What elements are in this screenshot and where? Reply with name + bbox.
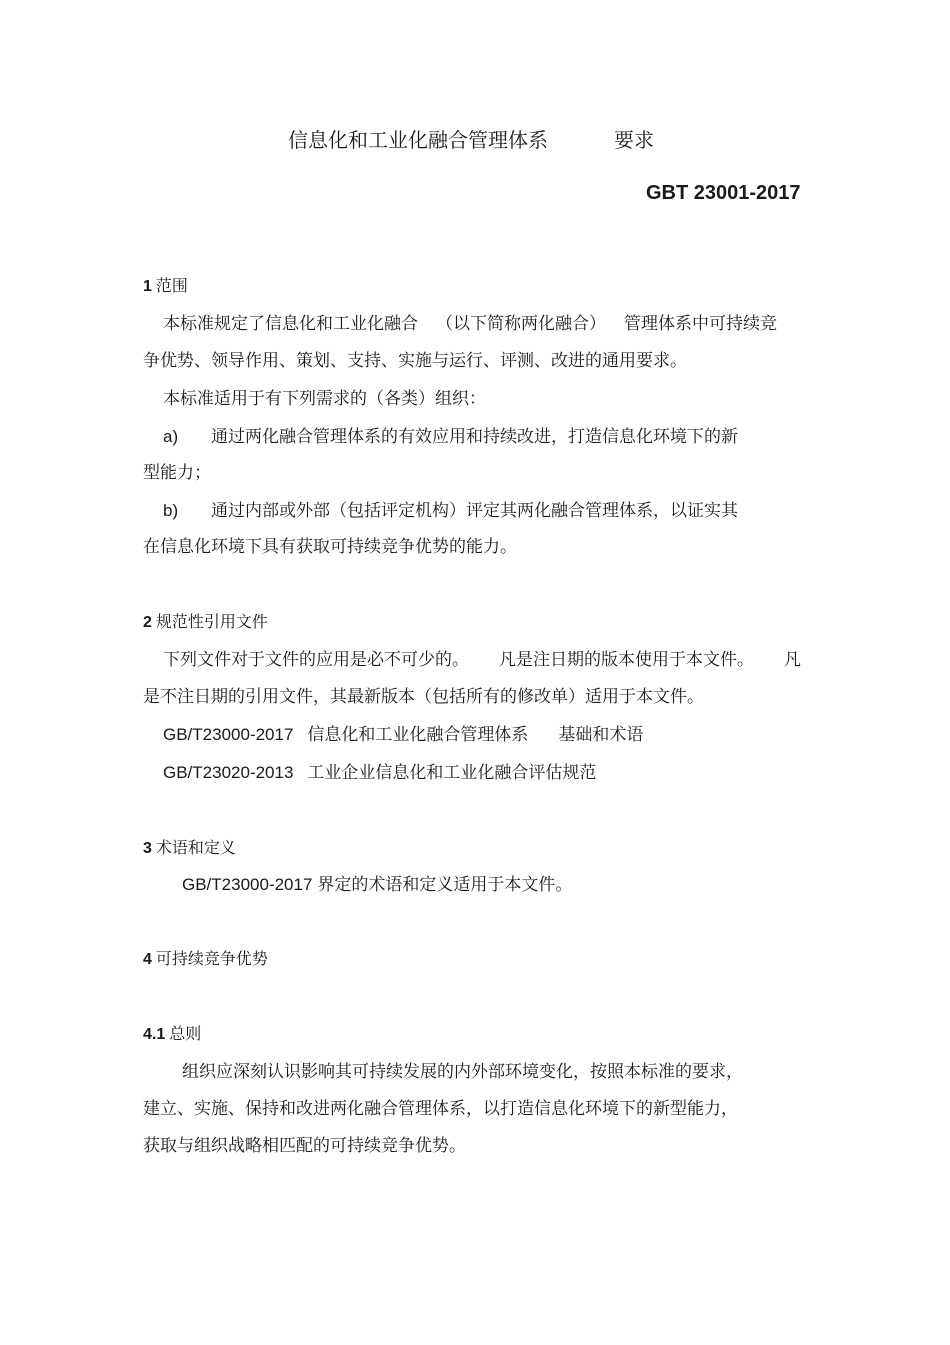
doc-title [288, 128, 654, 152]
section-number: 4.1 [143, 1026, 166, 1043]
section-4-1-heading [143, 1022, 201, 1047]
s2-reference-1 [163, 723, 643, 747]
section-title: 术语和定义 [155, 838, 236, 857]
reference-title: 工业企业信息化和工业化融合评估规范 [307, 763, 597, 783]
section-title: 范围 [155, 276, 188, 295]
text-run: 界定的术语和定义适用于本文件。 [317, 875, 573, 895]
s1-item-a [163, 425, 738, 449]
s1-para1-line1 [163, 312, 777, 336]
doc-title-sub: 要求 [614, 128, 654, 152]
section-number: 2 [143, 614, 152, 631]
section-title: 规范性引用文件 [155, 612, 268, 631]
reference-title-sub: 基础和术语 [558, 725, 644, 745]
reference-code: GB/T23020-2013 [163, 763, 294, 782]
reference-code: GB/T23000-2017 [182, 875, 313, 894]
section-number: 3 [143, 840, 152, 857]
doc-title-main: 信息化和工业化融合管理体系 [288, 128, 548, 152]
section-1-heading [143, 274, 188, 299]
text-run: 凡 [784, 650, 801, 670]
section-number: 1 [143, 278, 152, 295]
item-label: a) [163, 427, 179, 446]
s3-para1 [182, 873, 572, 897]
section-title: 可持续竞争优势 [155, 949, 268, 968]
section-title: 总则 [169, 1024, 202, 1043]
text-run: 本标准规定了信息化和工业化融合 [163, 314, 418, 334]
item-label: b) [163, 501, 179, 520]
reference-code: GB/T23000-2017 [163, 725, 294, 744]
s41-line2: 建立、实施、保持和改进两化融合管理体系，以打造信息化环境下的新型能力， [143, 1099, 738, 1119]
s1-para2: 本标准适用于有下列需求的（各类）组织： [163, 389, 486, 409]
item-text: 通过两化融合管理体系的有效应用和持续改进，打造信息化环境下的新 [211, 427, 738, 447]
s1-item-b-cont: 在信息化环境下具有获取可持续竞争优势的能力。 [143, 537, 517, 557]
item-text: 通过内部或外部（包括评定机构）评定其两化融合管理体系，以证实其 [211, 501, 738, 521]
text-run: 管理体系中可持续竞 [624, 314, 777, 334]
s1-item-a-cont: 型能力； [143, 463, 211, 483]
s41-line1: 组织应深刻认识影响其可持续发展的内外部环境变化，按照本标准的要求， [182, 1062, 743, 1082]
text-run: 下列文件对于文件的应用是必不可少的。 [163, 650, 469, 670]
s1-para1-line2: 争优势、领导作用、策划、支持、实施与运行、评测、改进的通用要求。 [143, 351, 687, 371]
section-4-heading [143, 947, 268, 972]
s2-para1-line1 [163, 648, 801, 672]
section-3-heading [143, 836, 236, 861]
s2-para1-line2: 是不注日期的引用文件，其最新版本（包括所有的修改单）适用于本文件。 [143, 687, 704, 707]
section-number: 4 [143, 951, 152, 968]
s2-reference-2 [163, 761, 596, 785]
standard-code: GBT 23001-2017 [646, 182, 801, 204]
text-run: （以下简称两化融合） [436, 314, 606, 334]
s41-line3: 获取与组织战略相匹配的可持续竞争优势。 [143, 1136, 466, 1156]
s1-item-b [163, 499, 738, 523]
section-2-heading [143, 610, 268, 635]
text-run: 凡是注日期的版本使用于本文件。 [499, 650, 754, 670]
reference-title: 信息化和工业化融合管理体系 [307, 725, 529, 745]
